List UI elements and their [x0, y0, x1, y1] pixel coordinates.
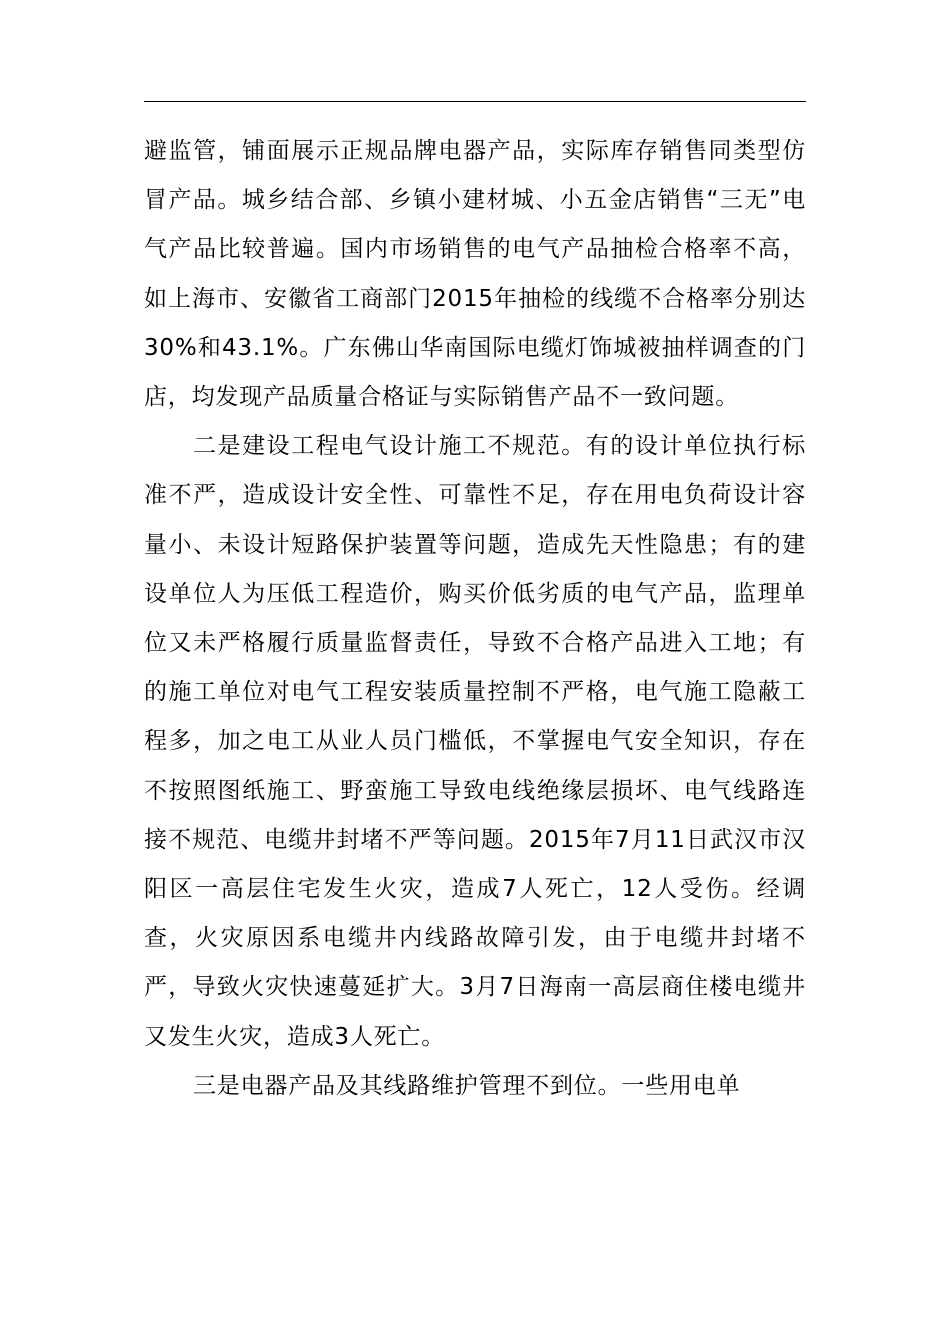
header-rule: [144, 101, 806, 102]
document-body: [144, 127, 806, 1111]
paragraph-continuation: 避监管，铺面展示正规品牌电器产品，实际库存销售同类型仿冒产品。城乡结合部、乡镇小建材城、小五金店销售“三无”电气产品比较普遍。国内市场销售的电气产品抽检合格率不高，如上海市、安徽省工商部门2015年抽检的线缆不合格率分别达30%和43.1%。广东佛山华南国际电缆灯饰城被抽样调查的门店，均发现产品质量合格证与实际销售产品不一致问题。: [144, 138, 806, 411]
paragraph-point-two: 二是建设工程电气设计施工不规范。有的设计单位执行标准不严，造成设计安全性、可靠性不足，存在用电负荷设计容量小、未设计短路保护装置等问题，造成先天性隐患；有的建设单位人为压低工程造价，购买价低劣质的电气产品，监理单位又未严格履行质量监督责任，导致不合格产品进入工地；有的施工单位对电气工程安装质量控制不严格，电气施工隐蔽工程多，加之电工从业人员门槛低，不掌握电气安全知识，存在不按照图纸施工、野蛮施工导致电线绝缘层损坏、电气线路连接不规范、电缆井封堵不严等问题。2015年7月11日武汉市汉阳区一高层住宅发生火灾，造成7人死亡，12人受伤。经调查，火灾原因系电缆井内线路故障引发，由于电缆井封堵不严，导致火灾快速蔓延扩大。3月7日海南一高层商住楼电缆井又发生火灾，造成3人死亡。: [144, 433, 806, 1050]
paragraph-point-three: 三是电器产品及其线路维护管理不到位。一些用电单: [193, 1072, 741, 1099]
